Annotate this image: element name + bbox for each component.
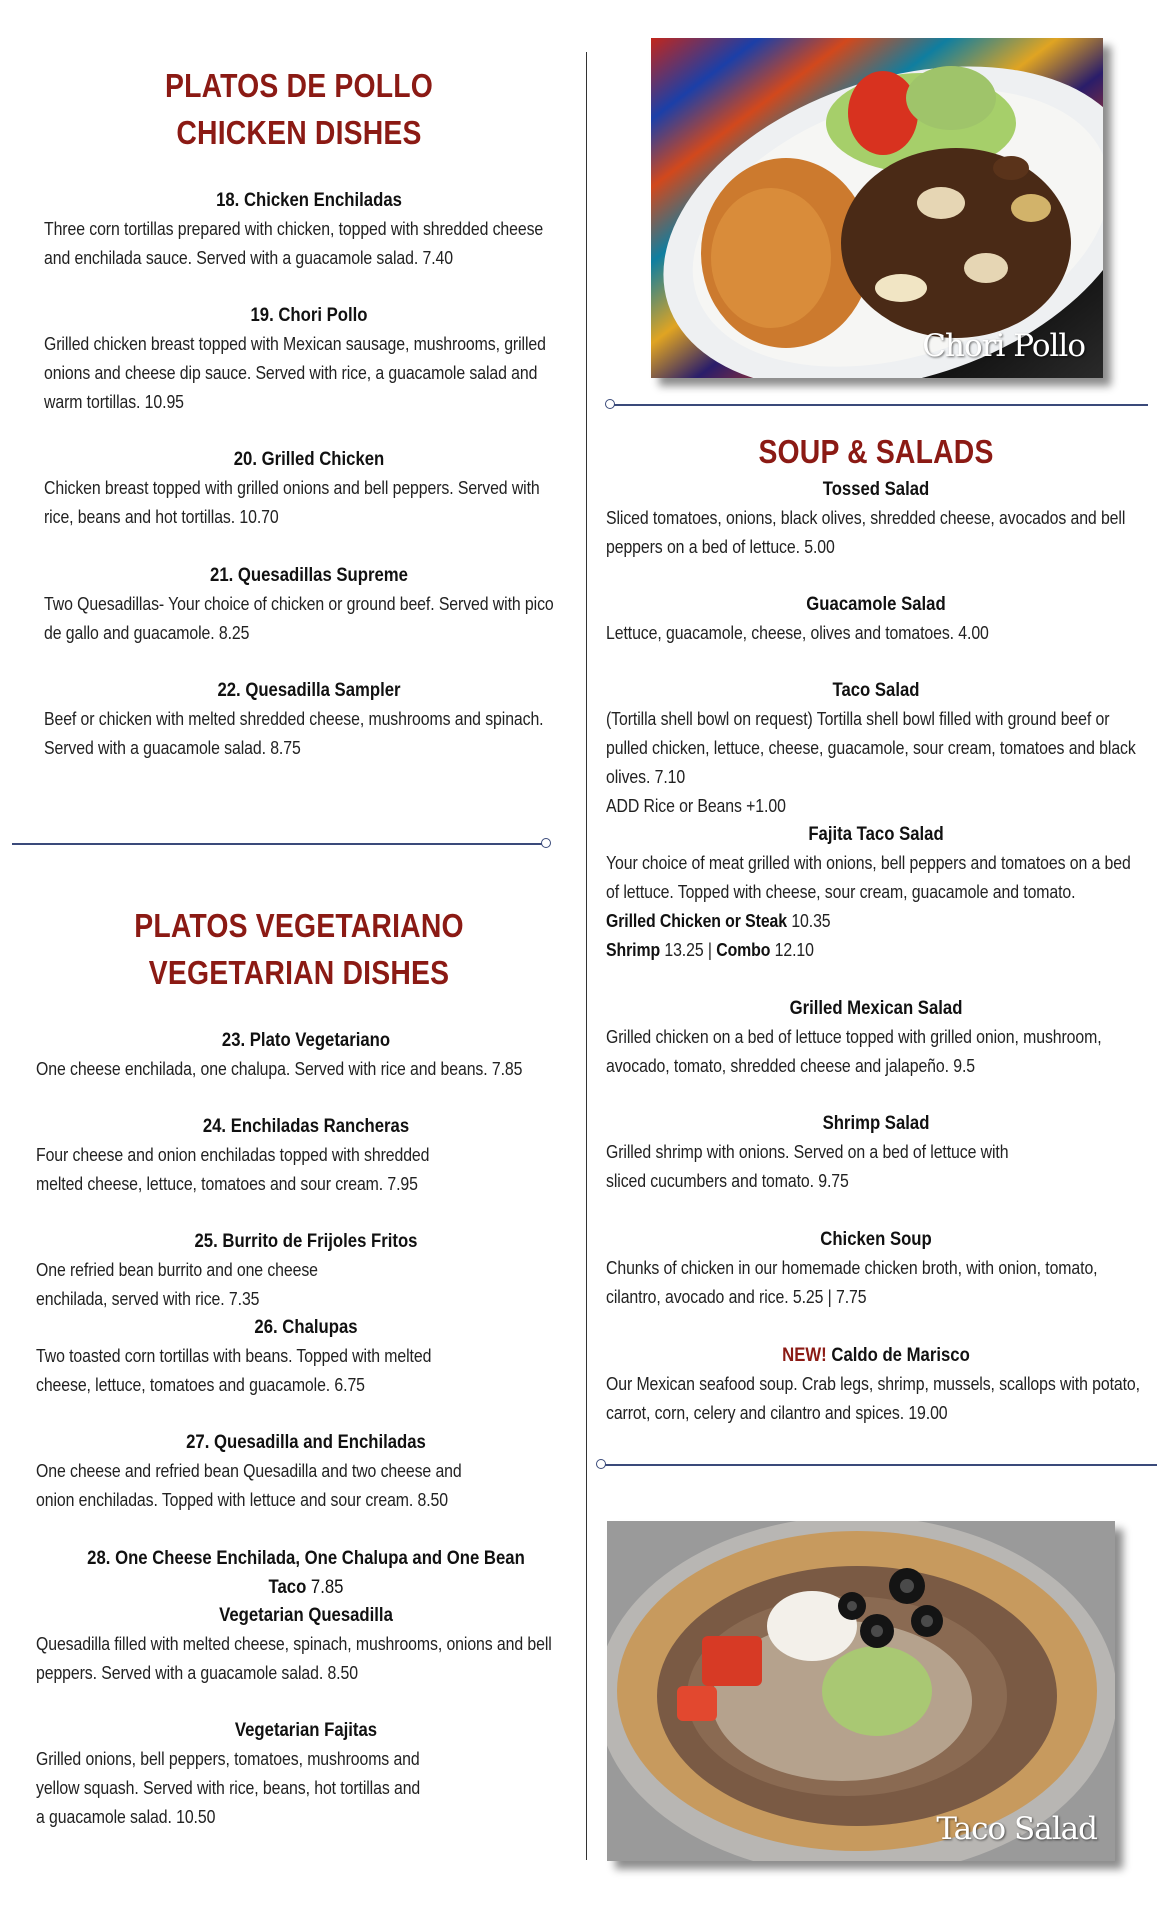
menu-item xyxy=(44,186,574,273)
item-title: Taco Salad xyxy=(832,680,920,701)
taco-salad-image xyxy=(607,1521,1115,1861)
vegetarian-heading-english: VEGETARIAN DISHES xyxy=(148,954,450,991)
item-title: 27. Quesadilla and Enchiladas xyxy=(186,1432,426,1453)
item-title: 24. Enchiladas Rancheras xyxy=(202,1116,410,1137)
option-price: 12.10 xyxy=(774,940,814,960)
item-desc: Lettuce, guacamole, cheese, olives and tomatoes. 4.00 xyxy=(606,623,989,643)
item-desc: One cheese and refried bean Quesadilla and two cheese and onion enchiladas. Topped with lettuce and sour cream. 8.50 xyxy=(36,1461,462,1510)
item-title: Chicken Soup xyxy=(820,1229,932,1250)
menu-item xyxy=(606,1225,1146,1312)
item-option-line xyxy=(606,936,1146,965)
menu-item xyxy=(606,475,1146,562)
menu-item xyxy=(44,445,574,532)
item-desc: One cheese enchilada, one chalupa. Served with rice and beans. 7.85 xyxy=(36,1059,523,1079)
section-rule xyxy=(603,1464,1157,1466)
menu-item xyxy=(606,1109,1146,1196)
option-label: Shrimp xyxy=(606,940,661,960)
item-title: Vegetarian Quesadilla xyxy=(219,1605,393,1626)
menu-item xyxy=(36,1544,576,1602)
item-title: 25. Burrito de Frijoles Fritos xyxy=(194,1231,418,1252)
option-label: Combo xyxy=(716,940,771,960)
item-title: 19. Chori Pollo xyxy=(250,305,368,326)
menu-item xyxy=(36,1026,576,1084)
chicken-heading xyxy=(71,62,527,156)
section-rule xyxy=(12,843,546,845)
item-desc: Three corn tortillas prepared with chicken, topped with shredded cheese and enchilada sauce. Served with a guacamole salad. 7.40 xyxy=(44,219,544,268)
item-title: 23. Plato Vegetariano xyxy=(221,1030,391,1051)
item-desc: Our Mexican seafood soup. Crab legs, shrimp, mussels, scallops with potato, carrot, corn, celery and cilantro and spices. 19.00 xyxy=(606,1374,1140,1423)
menu-item xyxy=(36,1428,576,1515)
menu-item xyxy=(606,1341,1146,1428)
menu-item xyxy=(36,1112,576,1199)
item-title: Guacamole Salad xyxy=(806,594,946,615)
item-desc: Grilled chicken breast topped with Mexican sausage, mushrooms, grilled onions and cheese dip sauce. Served with rice, a guacamole salad and warm tortillas. 10.95 xyxy=(44,334,546,412)
item-desc: (Tortilla shell bowl on request) Tortilla shell bowl filled with ground beef or pulled chicken, lettuce, cheese, guacamole, sour cream, tomatoes and black olives. 7.10 xyxy=(606,709,1136,787)
menu-item xyxy=(606,590,1146,648)
item-title-text: Caldo de Marisco xyxy=(831,1345,970,1366)
item-desc: Grilled shrimp with onions. Served on a bed of lettuce with sliced cucumbers and tomato. 9.75 xyxy=(606,1142,1009,1191)
item-title: 18. Chicken Enchiladas xyxy=(216,190,402,211)
option-separator: | xyxy=(707,940,712,960)
item-title: 26. Chalupas xyxy=(254,1317,358,1338)
item-title: Grilled Mexican Salad xyxy=(789,998,963,1019)
menu-item xyxy=(36,1227,576,1314)
soup-salads-heading: SOUP & SALADS xyxy=(758,433,994,470)
item-desc: Four cheese and onion enchiladas topped with shredded melted cheese, lettuce, tomatoes and sour cream. 7.95 xyxy=(36,1145,430,1194)
item-desc: Grilled chicken on a bed of lettuce topped with grilled onion, mushroom, avocado, tomato, shredded cheese and jalapeño. 9.5 xyxy=(606,1027,1102,1076)
taco-salad-photo xyxy=(607,1521,1115,1861)
item-desc: Sliced tomatoes, onions, black olives, shredded cheese, avocados and bell peppers on a bed of lettuce. 5.00 xyxy=(606,508,1126,557)
item-addon: ADD Rice or Beans +1.00 xyxy=(606,796,786,816)
menu-item xyxy=(606,676,1146,821)
chicken-heading-english: CHICKEN DISHES xyxy=(176,114,422,151)
new-badge: NEW! xyxy=(782,1345,827,1366)
item-desc: Your choice of meat grilled with onions, bell peppers and tomatoes on a bed of lettuce. Topped with cheese, sour cream, guacamole and tomato. xyxy=(606,853,1131,902)
item-desc: Two toasted corn tortillas with beans. Topped with melted cheese, lettuce, tomatoes and guacamole. 6.75 xyxy=(36,1346,432,1395)
rule-end-dot xyxy=(541,838,551,848)
item-title: 20. Grilled Chicken xyxy=(233,449,385,470)
item-title: Fajita Taco Salad xyxy=(808,824,944,845)
item-desc: Grilled onions, bell peppers, tomatoes, mushrooms and yellow squash. Served with rice, beans, hot tortillas and a guacamole salad. 10.50 xyxy=(36,1749,421,1827)
item-title: Shrimp Salad xyxy=(822,1113,930,1134)
menu-item xyxy=(44,676,574,763)
menu-item xyxy=(36,1601,576,1688)
item-desc: Chunks of chicken in our homemade chicken broth, with onion, tomato, cilantro, avocado and rice. 5.25 | 7.75 xyxy=(606,1258,1098,1307)
rule-start-dot xyxy=(605,399,615,409)
chori-pollo-photo xyxy=(651,38,1103,378)
chori-pollo-image xyxy=(651,38,1103,378)
item-desc: Two Quesadillas- Your choice of chicken or ground beef. Served with pico de gallo and guacamole. 8.25 xyxy=(44,594,554,643)
item-title xyxy=(638,1341,1113,1370)
item-title xyxy=(68,1544,543,1602)
item-desc: One refried bean burrito and one cheese enchilada, served with rice. 7.35 xyxy=(36,1260,318,1309)
item-desc: Beef or chicken with melted shredded cheese, mushrooms and spinach. Served with a guacamole salad. 8.75 xyxy=(44,709,544,758)
menu-item xyxy=(606,820,1146,965)
option-price: 13.25 xyxy=(664,940,704,960)
item-option-line xyxy=(606,907,1146,936)
section-rule xyxy=(612,404,1148,406)
option-label: Grilled Chicken or Steak xyxy=(606,911,788,931)
menu-item xyxy=(44,301,574,417)
item-price: 7.85 xyxy=(310,1577,344,1598)
vegetarian-heading-spanish: PLATOS VEGETARIANO xyxy=(134,907,464,944)
column-divider xyxy=(586,52,587,1860)
rule-start-dot xyxy=(596,1459,606,1469)
item-title-text: 28. One Cheese Enchilada, One Chalupa and One Bean Taco xyxy=(87,1548,525,1598)
item-title: Tossed Salad xyxy=(822,479,930,500)
option-price: 10.35 xyxy=(791,911,831,931)
item-desc: Chicken breast topped with grilled onions and bell peppers. Served with rice, beans and hot tortillas. 10.70 xyxy=(44,478,540,527)
menu-item xyxy=(606,994,1146,1081)
item-title: 22. Quesadilla Sampler xyxy=(217,680,401,701)
menu-item xyxy=(44,561,574,648)
item-desc: Quesadilla filled with melted cheese, spinach, mushrooms, onions and bell peppers. Served with a guacamole salad. 8.50 xyxy=(36,1634,552,1683)
vegetarian-heading xyxy=(71,902,527,996)
item-title: 21. Quesadillas Supreme xyxy=(210,565,408,586)
photo-caption: Taco Salad xyxy=(936,1811,1097,1847)
chicken-heading-spanish: PLATOS DE POLLO xyxy=(164,67,433,104)
photo-caption: Chori Pollo xyxy=(922,328,1085,364)
menu-item xyxy=(36,1716,576,1832)
item-title: Vegetarian Fajitas xyxy=(234,1720,378,1741)
menu-item xyxy=(36,1313,576,1400)
